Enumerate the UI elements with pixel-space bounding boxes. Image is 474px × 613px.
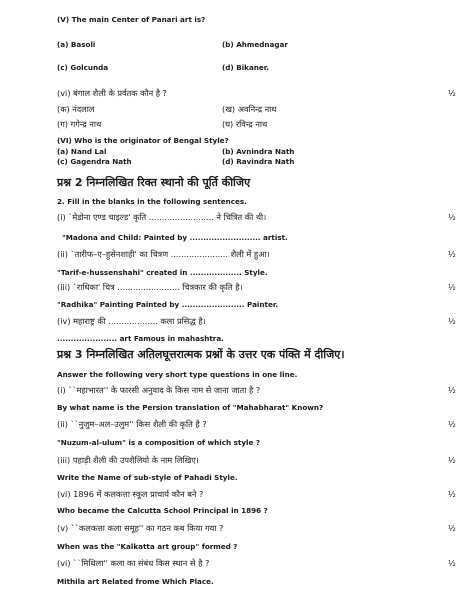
short-question-5-hindi: (v) ``कलकत्ता कला समूह'' का गठन कब किया गया ?	[57, 523, 224, 533]
short-question-5-english: When was the "Kalkatta art group" formed ?	[57, 542, 238, 551]
q6-hindi-option-c: (ग) गगेन्द्र नाथ	[57, 119, 102, 129]
short-question-2-english: "Nuzum-al-ulum" is a composition of which style ?	[57, 438, 261, 447]
short-question-2-hindi: (ii) ``नुजुम–अल–उलुम'' किस शैली की कृति है ?	[57, 419, 207, 429]
fill-blank-4-hindi: (iv) महाराष्ट्र की ................... कला प्रसिद्ध है।	[57, 316, 206, 326]
short-question-4-marks: ½	[448, 490, 456, 499]
q6-english-question: (VI) Who is the originator of Bengal Style?	[57, 136, 229, 145]
q6-english-option-d: (d) Ravindra Nath	[222, 157, 295, 166]
short-question-1-hindi: (i) ``महाभारत'' के फारसी अनुवाद के किस नाम से जाना जाता है ?	[57, 385, 261, 395]
fill-blank-2-marks: ½	[448, 250, 456, 259]
short-question-4-english: Who became the Calcutta School Principal in 1896 ?	[57, 506, 268, 515]
short-question-4-hindi: (vi) 1896 में कलकत्ता स्कूल प्राचार्य कौन बने ?	[57, 489, 204, 499]
q5-option-c: (c) Golcunda	[57, 63, 109, 72]
q6-english-option-a: (a) Nand Lal	[57, 147, 107, 156]
section2-heading: प्रश्न 2 निम्नलिखित रिक्त स्थानो की पूर्ति कीजिए	[57, 176, 251, 189]
q6-english-option-b: (b) Avnindra Nath	[222, 147, 295, 156]
short-question-6-hindi: (vi) ``मिथिला'' कला का संबंध किस स्थान से है ?	[57, 558, 210, 568]
fill-blank-3-english: "Radhika" Painting Painted by ....................... Painter.	[57, 300, 279, 309]
fill-blank-3-marks: ½	[448, 283, 456, 292]
short-question-3-english: Write the Name of sub-style of Pahadi Style.	[57, 473, 238, 482]
short-question-1-marks: ½	[448, 386, 456, 395]
q6-hindi-option-d: (घ) रविन्द्र नाथ	[222, 119, 268, 129]
q5-option-b: (b) Ahmednagar	[222, 40, 288, 49]
short-question-3-hindi: (iii) पहाड़ी शैली की उपशैलियो के नाम लिखिए।	[57, 455, 199, 465]
short-question-6-marks: ½	[448, 559, 456, 568]
fill-blank-1-marks: ½	[448, 213, 456, 222]
section2-instruction: 2. Fill in the blanks in the following sentences.	[57, 197, 247, 206]
q5-option-d: (d) Bikaner.	[222, 63, 270, 72]
q6-marks: ½	[448, 89, 456, 98]
short-question-1-english: By what name is the Persion translation of "Mahabharat" Known?	[57, 403, 324, 412]
q6-english-option-c: (c) Gagendra Nath	[57, 157, 132, 166]
fill-blank-1-hindi: (i) `मेडोना एण्ड चाइल्ड' कृति ......................... ने चित्रित की थी।	[57, 212, 267, 222]
fill-blank-4-english: ...................... art Famous in mahashtra.	[57, 334, 224, 343]
fill-blank-3-hindi: (iii) `राधिका' चित्र ........................ चित्रकार की कृति है।	[57, 282, 243, 292]
section3-instruction: Answer the following very short type questions in one line.	[57, 370, 298, 379]
q6-hindi-question: (vi) बंगाल शैली के प्रर्वतक कौन है ?	[57, 88, 168, 98]
q6-hindi-option-a: (क) नंदलाल	[57, 104, 95, 114]
fill-blank-2-english: "Tarif-e-hussenshahi" created in ................... Style.	[57, 268, 268, 277]
fill-blank-4-marks: ½	[448, 317, 456, 326]
short-question-6-english: Mithila art Related frome Which Place.	[57, 577, 214, 586]
short-question-3-marks: ½	[448, 456, 456, 465]
short-question-2-marks: ½	[448, 420, 456, 429]
short-question-5-marks: ½	[448, 524, 456, 533]
section3-heading: प्रश्न 3 निम्नलिखित अतिलघूत्तरात्मक प्रश्नों के उत्तर एक पंक्ति में दीजिए।	[57, 348, 345, 361]
q5-question: (V) The main Center of Panari art is?	[57, 15, 206, 24]
q5-option-a: (a) Basoli	[57, 40, 96, 49]
q6-hindi-option-b: (ख) अवनिन्द्र नाथ	[222, 104, 277, 114]
fill-blank-2-hindi: (ii) `तारीफ–ए–हुसेनशाही' का चित्रण ...................... शैली में हुआ।	[57, 249, 270, 259]
fill-blank-1-english: "Madona and Child: Painted by .......................... artist.	[62, 233, 288, 242]
